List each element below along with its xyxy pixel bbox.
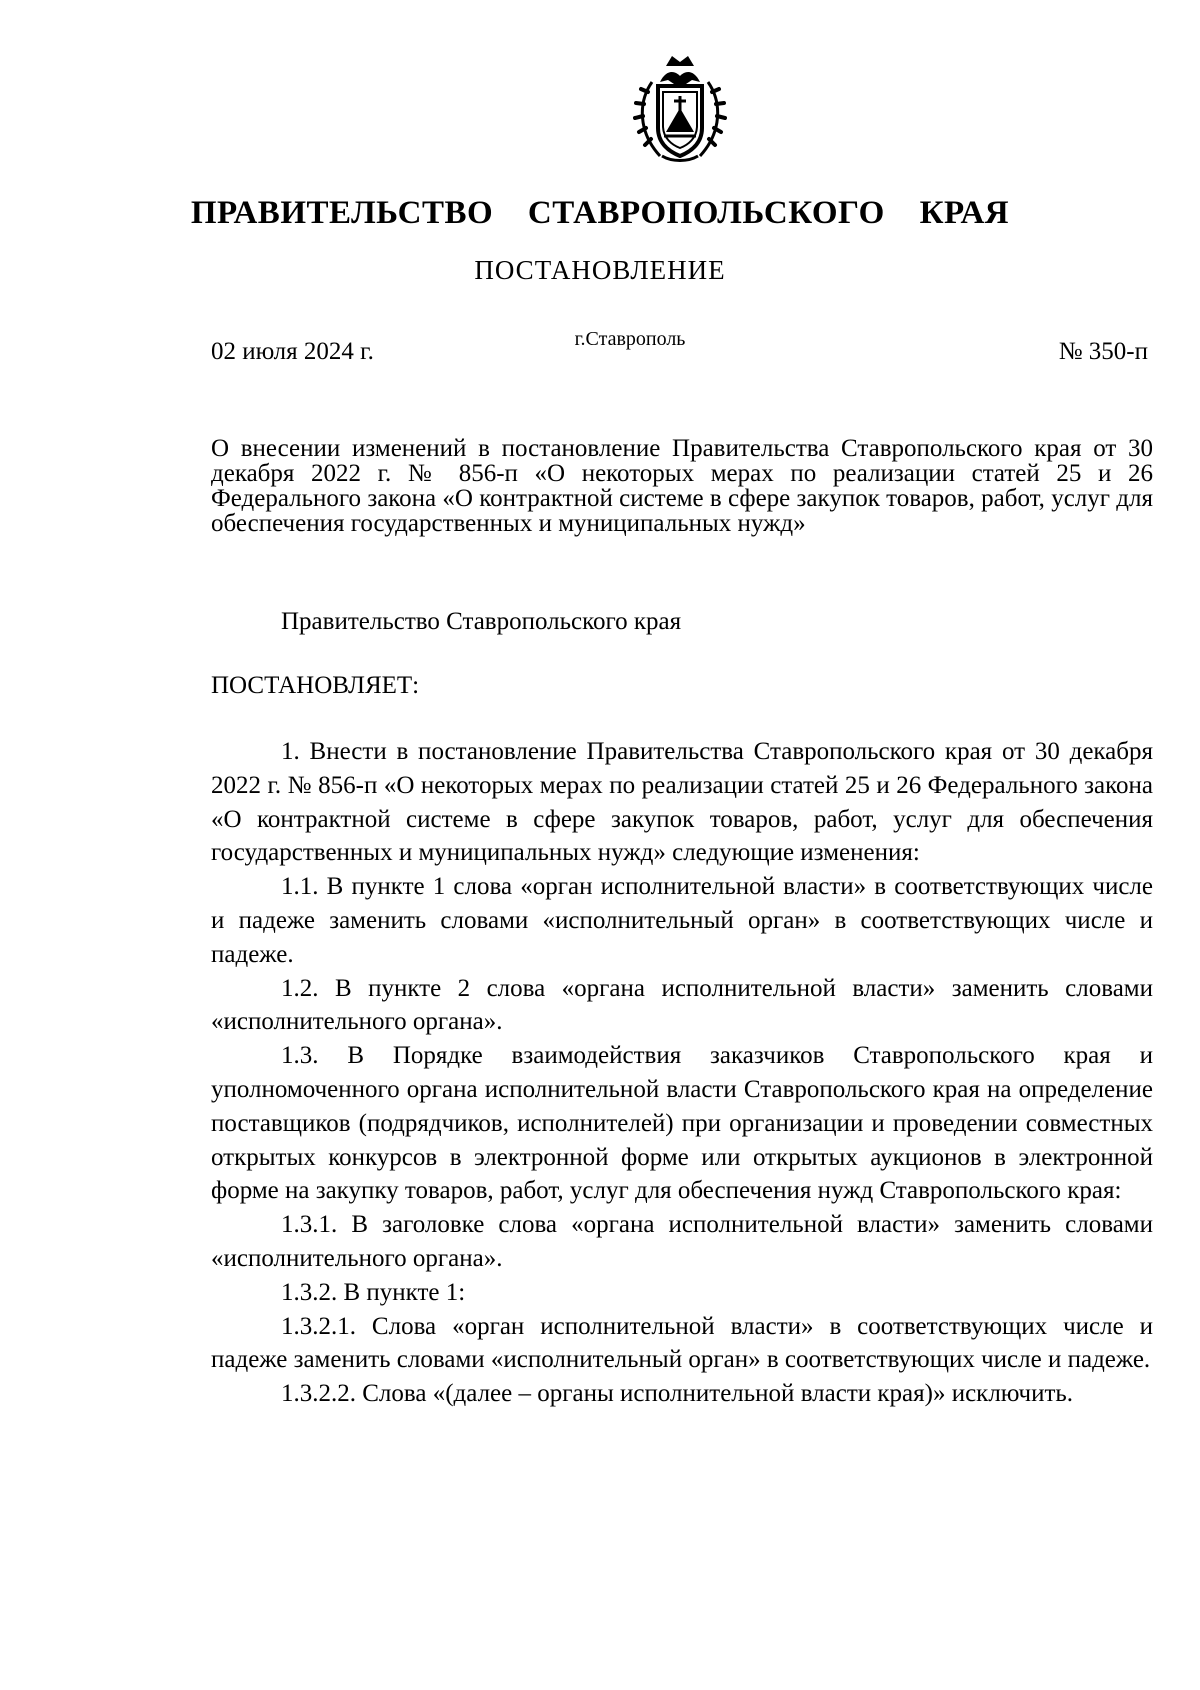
paragraph-1-3-2: 1.3.2. В пункте 1: (281, 1278, 466, 1306)
preamble-government: Правительство Ставропольского края (281, 608, 682, 635)
document-subject: О внесении изменений в постановление Правительства Ставропольского края от 30 декабря 2022 г. № 856-п «О некоторых мерах по реализации статей 25 и 26 Федерального закона «О контрактной системе в сфере закупок товаров, работ, услуг для обеспечения государственных и муниципальных нужд» (211, 435, 1153, 537)
document-type: ПОСТАНОВЛЕНИЕ (474, 255, 726, 285)
document-body (211, 735, 1153, 1411)
paragraph-1-2: 1.2. В пункте 2 слова «органа исполнительной власти» заменить словами «исполнительного органа». (211, 974, 1153, 1036)
document-number: № 350-п (1058, 338, 1148, 365)
paragraph-1-3: 1.3. В Порядке взаимодействия заказчиков Ставропольского края и уполномоченного органа исполнительной власти Ставропольского края на определение поставщиков (подрядчиков, исполнителей) при организации и проведении совместных открытых конкурсов в электронной форме или открытых аукционов в электронной форме на закупку товаров, работ, услуг для обеспечения нужд Ставропольского края: (211, 1042, 1153, 1205)
preamble-resolves: ПОСТАНОВЛЯЕТ: (211, 672, 420, 699)
city: г.Ставрополь (574, 328, 686, 350)
document-date: 02 июля 2024 г. (211, 338, 374, 365)
paragraph-1-1: 1.1. В пункте 1 слова «орган исполнительной власти» в соответствующих числе и падеже заменить словами «исполнительный орган» в соответствующих числе и падеже. (211, 873, 1153, 968)
organization-title: ПРАВИТЕЛЬСТВО СТАВРОПОЛЬСКОГО КРАЯ (190, 195, 1010, 231)
paragraph-1-3-2-1: 1.3.2.1. Слова «орган исполнительной власти» в соответствующих числе и падеже заменить словами «исполнительный орган» в соответствующих числе и падеже. (211, 1312, 1153, 1374)
paragraph-1-3-1: 1.3.1. В заголовке слова «органа исполнительной власти» заменить словами «исполнительного органа». (211, 1211, 1153, 1272)
paragraph-1: 1. Внести в постановление Правительства Ставропольского края от 30 декабря 2022 г. № 856-п «О некоторых мерах по реализации статей 25 и 26 Федерального закона «О контрактной системе в сфере закупок товаров, работ, услуг для обеспечения государственных и муниципальных нужд» следующие изменения: (211, 738, 1153, 867)
paragraph-1-3-2-2: 1.3.2.2. Слова «(далее – органы исполнительной власти края)» исключить. (281, 1380, 1074, 1408)
coat-of-arms-emblem (632, 52, 728, 164)
